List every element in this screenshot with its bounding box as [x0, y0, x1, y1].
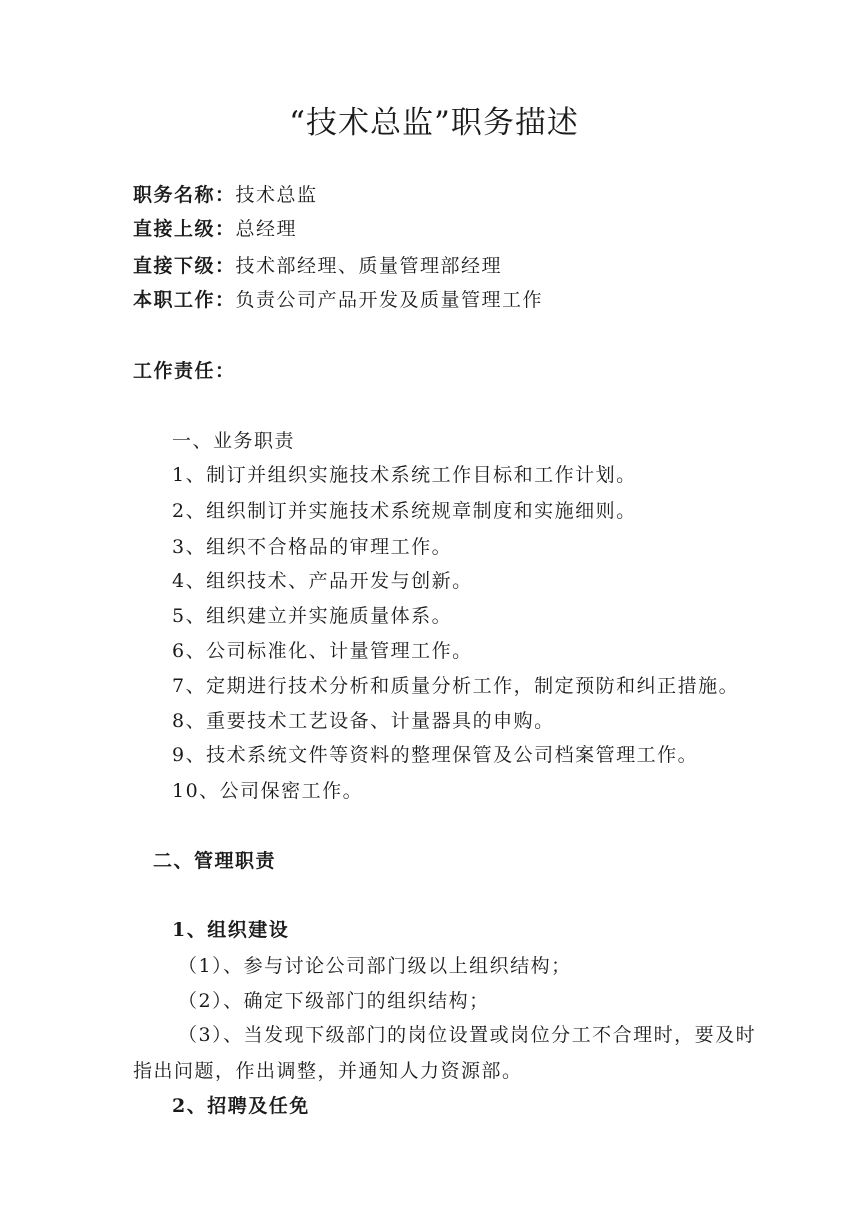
section2-sub1-item: （1）、参与讨论公司部门级以上组织结构； — [178, 955, 572, 977]
section2-heading: 二、管理职责 — [153, 850, 277, 872]
section1-item: 3、组织不合格品的审理工作。 — [172, 536, 453, 558]
superior-value: 总经理 — [235, 218, 298, 240]
section1-item: 7、定期进行技术分析和质量分析工作，制定预防和纠正措施。 — [172, 675, 740, 697]
section1-item: 6、公司标准化、计量管理工作。 — [172, 640, 473, 662]
section2-sub1-item: 指出问题，作出调整，并通知人力资源部。 — [133, 1060, 523, 1082]
section2-sub1-heading: 1、组织建设 — [172, 919, 290, 941]
subordinate-value: 技术部经理、质量管理部经理 — [235, 255, 503, 277]
job-name-value: 技术总监 — [235, 184, 318, 206]
duty-row — [133, 285, 543, 315]
duty-value: 负责公司产品开发及质量管理工作 — [235, 289, 544, 311]
section1-item: 9、技术系统文件等资料的整理保管及公司档案管理工作。 — [172, 744, 699, 766]
section1-item: 1、制订并组织实施技术系统工作目标和工作计划。 — [172, 464, 637, 486]
section1-item: 5、组织建立并实施质量体系。 — [172, 605, 453, 627]
duty-label: 本职工作： — [133, 289, 236, 311]
section1-item: 10、公司保密工作。 — [172, 780, 364, 802]
section1-item: 8、重要技术工艺设备、计量器具的申购。 — [172, 710, 555, 732]
section2-sub1-item: （2）、确定下级部门的组织结构； — [178, 990, 490, 1012]
job-name-label: 职务名称： — [133, 184, 236, 206]
superior-label: 直接上级： — [133, 218, 236, 240]
section2-sub2-heading: 2、招聘及任免 — [172, 1095, 310, 1117]
superior-row — [133, 214, 297, 244]
section2-sub1-item: （3）、当发现下级部门的岗位设置或岗位分工不合理时，要及时 — [178, 1024, 757, 1046]
section1-item: 4、组织技术、产品开发与创新。 — [172, 570, 473, 592]
section1-heading: 一、业务职责 — [172, 430, 296, 452]
job-name-row — [133, 180, 318, 210]
responsibility-heading: 工作责任： — [133, 360, 236, 382]
subordinate-row — [133, 251, 502, 281]
document-title: “技术总监”职务描述 — [289, 105, 579, 141]
subordinate-label: 直接下级： — [133, 255, 236, 277]
section1-item: 2、组织制订并实施技术系统规章制度和实施细则。 — [172, 500, 637, 522]
